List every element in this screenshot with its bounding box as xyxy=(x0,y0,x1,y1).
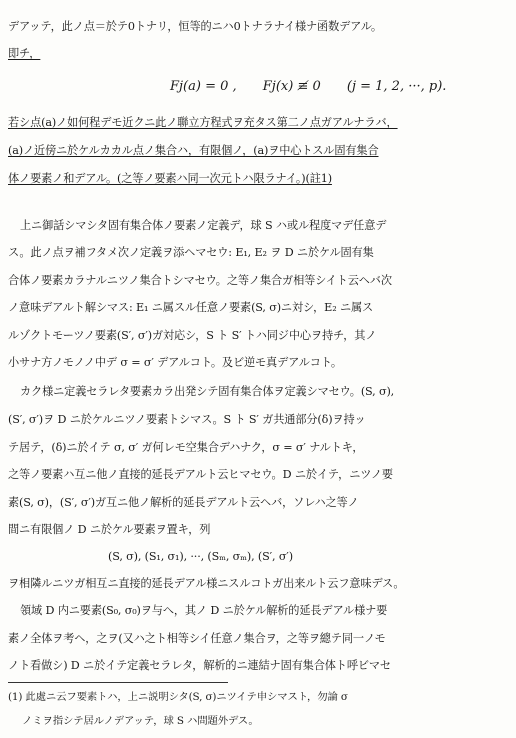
text-line: 素(S, σ)，(S′, σ′)ガ互ニ他ノ解析的延長デアルト云ヘバ，ソレハ之等ノ xyxy=(8,496,359,509)
text-line: (S′, σ′)ヲ D ニ於ケルニツノ要素トシマス。S ト S′ ガ共通部分(δ)ヲ持ッ xyxy=(8,413,366,426)
text-line: 小サナ方ノモノノ中デ σ = σ′ デアルコト。及ビ逆モ真デアルコト。 xyxy=(8,356,342,369)
text-line: デアッテ，此ノ点＝於テ0トナリ，恒等的ニハ0トナラナイ様ナ函数デアル。 xyxy=(8,20,382,33)
text-line: ルゾクトモーツノ要素(S′, σ′)ガ対応シ，S ト S′ トハ同ジ中心ヲ持チ，其ノ xyxy=(8,329,377,342)
text-line: ノト看做シ) D ニ於イテ定義セラレタ，解析的ニ連結ナ固有集合体ト呼ビマセ xyxy=(8,659,391,672)
text-line: 若シ点(a)ノ如何程デモ近クニ此ノ聯立方程式ヲ充タス第二ノ点ガアルナラバ， xyxy=(8,116,398,129)
text-line: 素ノ全体ヲ考ヘ，之ヲ(又ハ之ト相等シイ任意ノ集合ヲ，之等ヲ總テ同一ノモ xyxy=(8,632,386,645)
text-line: 合体ノ要素カラナルニツノ集合トシマセウ。之等ノ集合ガ相等シイト云ヘバ次 xyxy=(8,274,392,287)
text-line: 上ニ御話シマシタ固有集合体ノ要素ノ定義デ，球 S ハ或ル程度マデ任意デ xyxy=(20,219,387,232)
text-line: 即チ， xyxy=(8,47,41,60)
text-line: 之等ノ要素ハ互ニ他ノ直接的延長デアルト云ヒマセウ。D ニ於イテ，ニツノ要 xyxy=(8,468,393,481)
text-line: ノ意味デアルト解シマス: E₁ ニ属スル任意ノ要素(S, σ)ニ対シ，E₂ ニ属ス xyxy=(8,301,374,314)
equation-part: (j = 1, 2, ···, p). xyxy=(346,79,447,94)
text-line: テ居テ，(δ)ニ於イテ σ, σ′ ガ何レモ空集合デハナク，σ = σ′ ナルトキ， xyxy=(8,441,364,454)
text-line: (a)ノ近傍ニ於ケルカカル点ノ集合ハ，有限個ノ，(a)ヲ中心トスル固有集合 xyxy=(8,144,379,157)
footnote-divider xyxy=(8,682,228,683)
text-line: 間ニ有限個ノ D ニ於ケル要素ヲ置キ，列 xyxy=(8,523,211,536)
sequence-line: (S, σ), (S₁, σ₁), ···, (Sₘ, σₘ), (S′, σ′) xyxy=(108,550,293,563)
equation xyxy=(170,79,468,95)
text-line: 体ノ要素ノ和デアル。(之等ノ要素ハ同一次元トハ限ラナイ。)(註1) xyxy=(8,172,332,185)
equation-part: Fj(a) = 0 , xyxy=(170,79,237,94)
equation-part: Fj(x) ≢ 0 xyxy=(262,79,321,94)
text-line: カク様ニ定義セラレタ要素カラ出発シテ固有集合体ヲ定義シマセウ。(S, σ), xyxy=(20,385,395,398)
footnote-line: ノミヲ指シテ居ルノデアッテ，球 S ハ問題外デス。 xyxy=(22,715,259,727)
text-line: ス。此ノ点ヲ補フタメ次ノ定義ヲ添ヘマセウ: E₁, E₂ ヲ D ニ於ケル固有集 xyxy=(8,246,374,259)
text-line: ヲ相隣ルニツガ相互ニ直接的延長デアル様ニスルコトガ出来ルト云フ意味デス。 xyxy=(8,577,405,590)
text-line: 領域 D 内ニ要素(S₀, σ₀)ヲ与へ，其ノ D ニ於ケル解析的延長デアル様ナ要 xyxy=(20,604,388,617)
footnote-line: (1) 此處ニ云フ要素トハ，上ニ説明シタ(S, σ)ニツイテ申シマスト，勿論 σ xyxy=(8,691,348,703)
